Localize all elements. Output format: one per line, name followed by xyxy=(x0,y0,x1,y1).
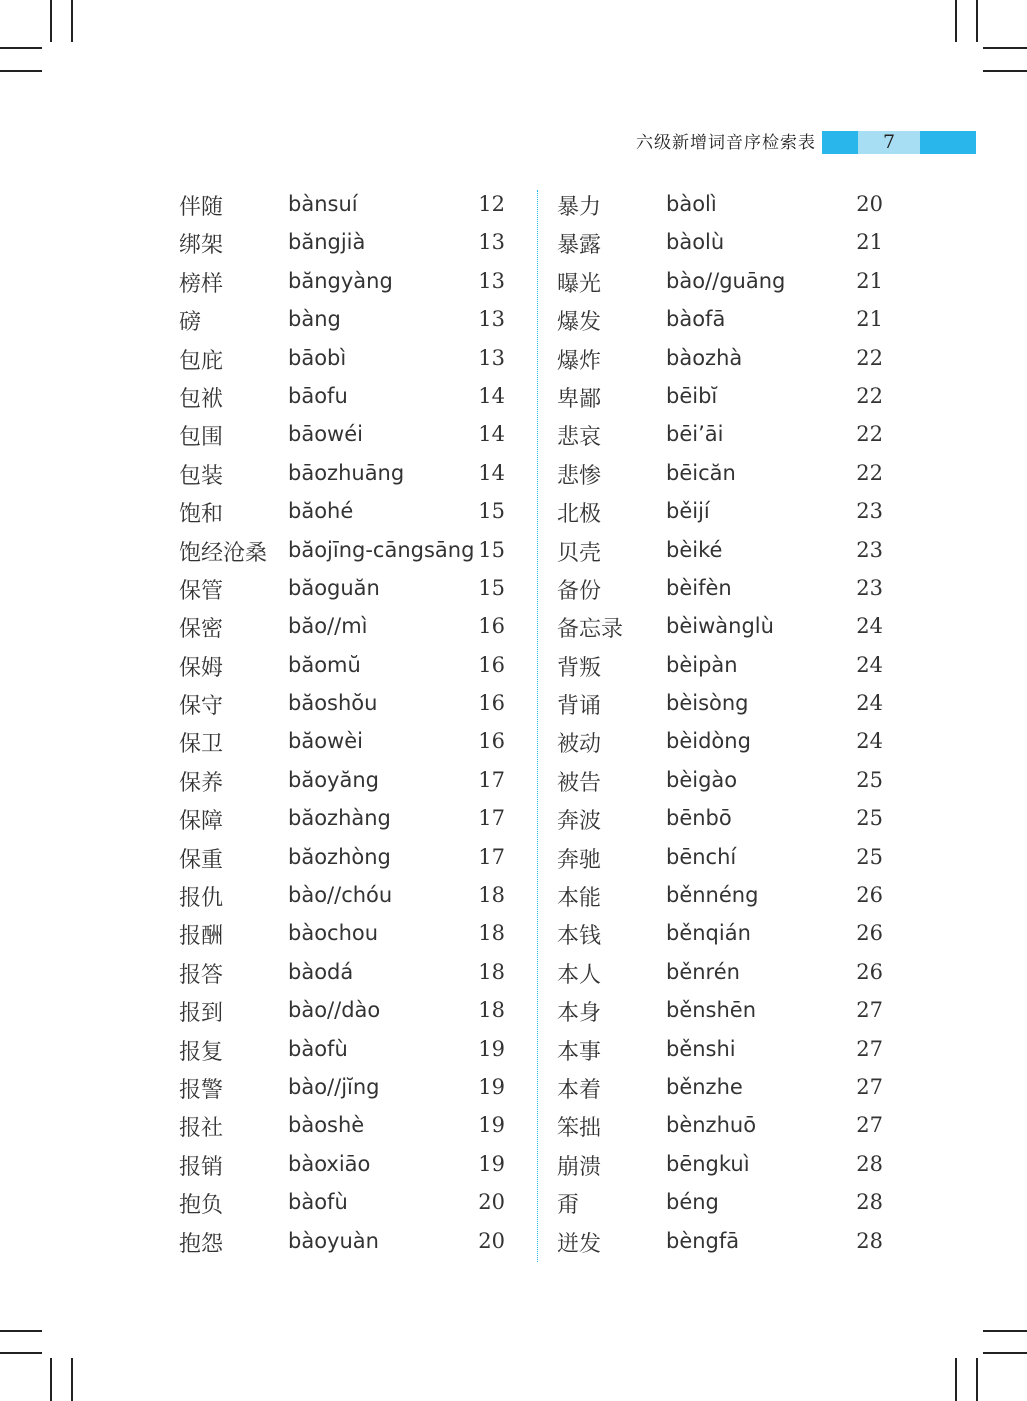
entry-pinyin: bēicăn xyxy=(666,460,736,485)
entry-hanzi: 包装 xyxy=(179,463,224,489)
entry-page-number: 19 xyxy=(478,1113,505,1138)
entry-pinyin: bào//guāng xyxy=(666,268,786,293)
header-bar-left xyxy=(822,131,858,154)
entry-hanzi: 背诵 xyxy=(557,694,602,720)
entry-pinyin: bàofù xyxy=(288,1190,348,1215)
entry-pinyin: běnqián xyxy=(666,921,751,946)
entry-hanzi: 本钱 xyxy=(557,924,602,950)
entry-pinyin: bènzhuō xyxy=(666,1113,757,1138)
entry-pinyin: běijí xyxy=(666,499,710,524)
entry-pinyin: bēngkuì xyxy=(666,1151,750,1176)
entry-pinyin: bèiwànglù xyxy=(666,614,774,639)
entry-hanzi: 报仇 xyxy=(179,886,224,912)
entry-hanzi: 甭 xyxy=(557,1193,580,1219)
entry-hanzi: 绑架 xyxy=(179,233,224,259)
crop-mark xyxy=(50,1358,52,1401)
entry-hanzi: 保重 xyxy=(179,847,224,873)
entry-hanzi: 报酬 xyxy=(179,924,224,950)
entry-hanzi: 保养 xyxy=(179,770,224,796)
entry-pinyin: băowèi xyxy=(288,729,363,754)
entry-hanzi: 伴随 xyxy=(179,195,224,220)
entry-hanzi: 报社 xyxy=(179,1116,224,1142)
entry-page-number: 14 xyxy=(478,422,505,447)
entry-pinyin: bāofu xyxy=(288,383,348,408)
entry-pinyin: băohé xyxy=(288,499,354,524)
entry-hanzi: 抱怨 xyxy=(179,1231,224,1257)
entry-hanzi: 爆发 xyxy=(557,310,602,336)
entry-hanzi: 磅 xyxy=(179,310,202,336)
entry-pinyin: bàolù xyxy=(666,230,725,255)
entry-hanzi: 暴力 xyxy=(557,195,602,220)
page-number: 7 xyxy=(882,131,896,153)
entry-page-number: 20 xyxy=(478,1228,505,1253)
entry-hanzi: 迸发 xyxy=(557,1231,602,1257)
entry-page-number: 24 xyxy=(856,729,883,754)
entry-pinyin: bàofā xyxy=(666,307,726,332)
entry-hanzi: 曝光 xyxy=(557,271,602,297)
entry-pinyin: bèigào xyxy=(666,767,738,792)
entry-page-number: 24 xyxy=(856,614,883,639)
crop-mark xyxy=(0,70,42,72)
entry-pinyin: bèipàn xyxy=(666,652,738,677)
entry-page-number: 20 xyxy=(478,1190,505,1215)
entry-hanzi: 报警 xyxy=(179,1077,224,1103)
entry-pinyin: bàozhà xyxy=(666,345,743,370)
entry-page-number: 18 xyxy=(478,959,505,984)
entry-page-number: 25 xyxy=(856,767,883,792)
entry-pinyin: băngyàng xyxy=(288,268,393,293)
page-header-title: 六级新增词音序检索表 xyxy=(636,133,816,153)
crop-mark xyxy=(983,70,1027,72)
entry-pinyin: bào//dào xyxy=(288,998,381,1023)
entry-page-number: 27 xyxy=(856,1036,883,1061)
entry-page-number: 19 xyxy=(478,1074,505,1099)
entry-pinyin: băozhàng xyxy=(288,806,391,831)
entry-pinyin: băoguăn xyxy=(288,575,380,600)
entry-hanzi: 饱和 xyxy=(179,502,224,528)
entry-pinyin: běnrén xyxy=(666,959,740,984)
entry-page-number: 26 xyxy=(856,921,883,946)
entry-page-number: 16 xyxy=(478,652,505,677)
entry-page-number: 19 xyxy=(478,1151,505,1176)
entry-pinyin: bàoxiāo xyxy=(288,1151,371,1176)
entry-pinyin: băomŭ xyxy=(288,652,361,677)
entry-hanzi: 保密 xyxy=(179,617,224,643)
entry-pinyin: bèngfā xyxy=(666,1228,740,1253)
entry-hanzi: 本事 xyxy=(557,1039,602,1065)
entry-hanzi: 悲哀 xyxy=(557,425,602,451)
entry-pinyin: bèiké xyxy=(666,537,723,562)
entry-page-number: 20 xyxy=(856,192,883,216)
entry-pinyin: bēi’āi xyxy=(666,422,724,447)
entry-hanzi: 包围 xyxy=(179,425,224,451)
entry-hanzi: 报答 xyxy=(179,962,224,988)
entry-hanzi: 抱负 xyxy=(179,1193,224,1219)
entry-hanzi: 贝壳 xyxy=(557,540,602,566)
entry-pinyin: běnshi xyxy=(666,1036,736,1061)
crop-mark xyxy=(0,47,42,49)
entry-page-number: 18 xyxy=(478,921,505,946)
crop-mark xyxy=(50,0,52,42)
entry-page-number: 12 xyxy=(478,192,505,216)
entry-pinyin: bāobì xyxy=(288,345,347,370)
entry-pinyin: bèidòng xyxy=(666,729,751,754)
entry-pinyin: băoshŏu xyxy=(288,691,378,716)
entry-page-number: 22 xyxy=(856,383,883,408)
entry-page-number: 13 xyxy=(478,345,505,370)
entry-hanzi: 保障 xyxy=(179,809,224,835)
entry-pinyin: bèifèn xyxy=(666,575,732,600)
entry-pinyin: bànsuí xyxy=(288,192,358,216)
entry-pinyin: bēnbō xyxy=(666,806,732,831)
entry-hanzi: 备忘录 xyxy=(557,617,624,643)
entry-pinyin: bào//chóu xyxy=(288,883,393,908)
crop-mark xyxy=(71,1358,73,1401)
entry-page-number: 15 xyxy=(478,537,505,562)
entry-hanzi: 奔驰 xyxy=(557,847,602,873)
entry-page-number: 23 xyxy=(856,575,883,600)
entry-page-number: 27 xyxy=(856,1113,883,1138)
entry-page-number: 19 xyxy=(478,1036,505,1061)
entry-pinyin: bèisòng xyxy=(666,691,749,716)
entry-pinyin: băo//mì xyxy=(288,614,368,639)
entry-hanzi: 保卫 xyxy=(179,732,224,758)
entry-hanzi: 饱经沧桑 xyxy=(179,540,268,566)
entry-page-number: 26 xyxy=(856,959,883,984)
entry-page-number: 28 xyxy=(856,1151,883,1176)
entry-hanzi: 奔波 xyxy=(557,809,602,835)
entry-pinyin: bàoyuàn xyxy=(288,1228,379,1253)
column-divider xyxy=(537,190,538,1262)
entry-page-number: 23 xyxy=(856,537,883,562)
crop-mark xyxy=(955,0,957,42)
entry-pinyin: băozhòng xyxy=(288,844,391,869)
entry-pinyin: bēnchí xyxy=(666,844,737,869)
entry-pinyin: bàng xyxy=(288,307,341,332)
entry-page-number: 21 xyxy=(856,268,883,293)
entry-pinyin: běnnéng xyxy=(666,883,759,908)
crop-mark xyxy=(983,1330,1027,1332)
entry-hanzi: 背叛 xyxy=(557,655,602,681)
entry-page-number: 14 xyxy=(478,460,505,485)
entry-hanzi: 崩溃 xyxy=(557,1154,602,1180)
entry-page-number: 17 xyxy=(478,844,505,869)
entry-pinyin: bàolì xyxy=(666,192,717,216)
entry-pinyin: bàochou xyxy=(288,921,379,946)
entry-page-number: 21 xyxy=(856,307,883,332)
entry-page-number: 16 xyxy=(478,729,505,754)
entry-pinyin: băojīng-cāngsāng xyxy=(288,537,475,562)
entry-page-number: 15 xyxy=(478,499,505,524)
entry-page-number: 27 xyxy=(856,1074,883,1099)
entry-page-number: 24 xyxy=(856,652,883,677)
entry-hanzi: 暴露 xyxy=(557,233,602,259)
entry-hanzi: 备份 xyxy=(557,578,602,604)
entry-pinyin: bàoshè xyxy=(288,1113,365,1138)
entry-page-number: 18 xyxy=(478,883,505,908)
entry-hanzi: 报到 xyxy=(179,1001,224,1027)
entry-hanzi: 被动 xyxy=(557,732,602,758)
crop-mark xyxy=(71,0,73,42)
entry-hanzi: 保守 xyxy=(179,694,224,720)
entry-page-number: 28 xyxy=(856,1228,883,1253)
entry-hanzi: 被告 xyxy=(557,770,602,796)
entry-hanzi: 爆炸 xyxy=(557,348,602,374)
entry-page-number: 13 xyxy=(478,230,505,255)
entry-pinyin: béng xyxy=(666,1190,719,1215)
entry-page-number: 17 xyxy=(478,767,505,792)
entry-pinyin: băoyăng xyxy=(288,767,379,792)
entry-page-number: 17 xyxy=(478,806,505,831)
entry-page-number: 13 xyxy=(478,268,505,293)
crop-mark xyxy=(976,1358,978,1401)
entry-pinyin: bàodá xyxy=(288,959,354,984)
entry-page-number: 27 xyxy=(856,998,883,1023)
crop-mark xyxy=(0,1352,42,1354)
entry-hanzi: 本能 xyxy=(557,886,602,912)
entry-page-number: 24 xyxy=(856,691,883,716)
header-bar-right xyxy=(920,131,976,154)
entry-page-number: 23 xyxy=(856,499,883,524)
crop-mark xyxy=(983,47,1027,49)
entry-page-number: 26 xyxy=(856,883,883,908)
entry-page-number: 25 xyxy=(856,844,883,869)
crop-mark xyxy=(955,1358,957,1401)
entry-page-number: 16 xyxy=(478,691,505,716)
entry-pinyin: bēibĭ xyxy=(666,383,718,408)
entry-hanzi: 保管 xyxy=(179,578,224,604)
entry-pinyin: bàofù xyxy=(288,1036,348,1061)
entry-page-number: 21 xyxy=(856,230,883,255)
entry-hanzi: 包庇 xyxy=(179,348,224,374)
entry-hanzi: 笨拙 xyxy=(557,1116,602,1142)
entry-page-number: 25 xyxy=(856,806,883,831)
crop-mark xyxy=(983,1352,1027,1354)
entry-hanzi: 悲惨 xyxy=(557,463,602,489)
entry-page-number: 18 xyxy=(478,998,505,1023)
entry-page-number: 22 xyxy=(856,460,883,485)
entry-page-number: 16 xyxy=(478,614,505,639)
entry-hanzi: 本着 xyxy=(557,1077,602,1103)
entry-pinyin: bào//jĭng xyxy=(288,1074,380,1099)
entry-page-number: 15 xyxy=(478,575,505,600)
entry-hanzi: 报销 xyxy=(179,1154,224,1180)
entry-pinyin: běnshēn xyxy=(666,998,757,1023)
entry-hanzi: 榜样 xyxy=(179,271,224,297)
entry-page-number: 22 xyxy=(856,345,883,370)
entry-hanzi: 保姆 xyxy=(179,655,224,681)
entry-pinyin: băngjià xyxy=(288,230,366,255)
entry-hanzi: 包袱 xyxy=(179,386,224,412)
entry-hanzi: 卑鄙 xyxy=(557,386,602,412)
entry-page-number: 28 xyxy=(856,1190,883,1215)
entry-hanzi: 本人 xyxy=(557,962,602,988)
entry-pinyin: bāowéi xyxy=(288,422,363,447)
crop-mark xyxy=(976,0,978,42)
entry-hanzi: 北极 xyxy=(557,502,602,528)
entry-page-number: 14 xyxy=(478,383,505,408)
entry-page-number: 13 xyxy=(478,307,505,332)
crop-mark xyxy=(0,1330,42,1332)
entry-hanzi: 报复 xyxy=(179,1039,224,1065)
entry-pinyin: bāozhuāng xyxy=(288,460,405,485)
entry-page-number: 22 xyxy=(856,422,883,447)
entry-pinyin: běnzhe xyxy=(666,1074,743,1099)
entry-hanzi: 本身 xyxy=(557,1001,602,1027)
